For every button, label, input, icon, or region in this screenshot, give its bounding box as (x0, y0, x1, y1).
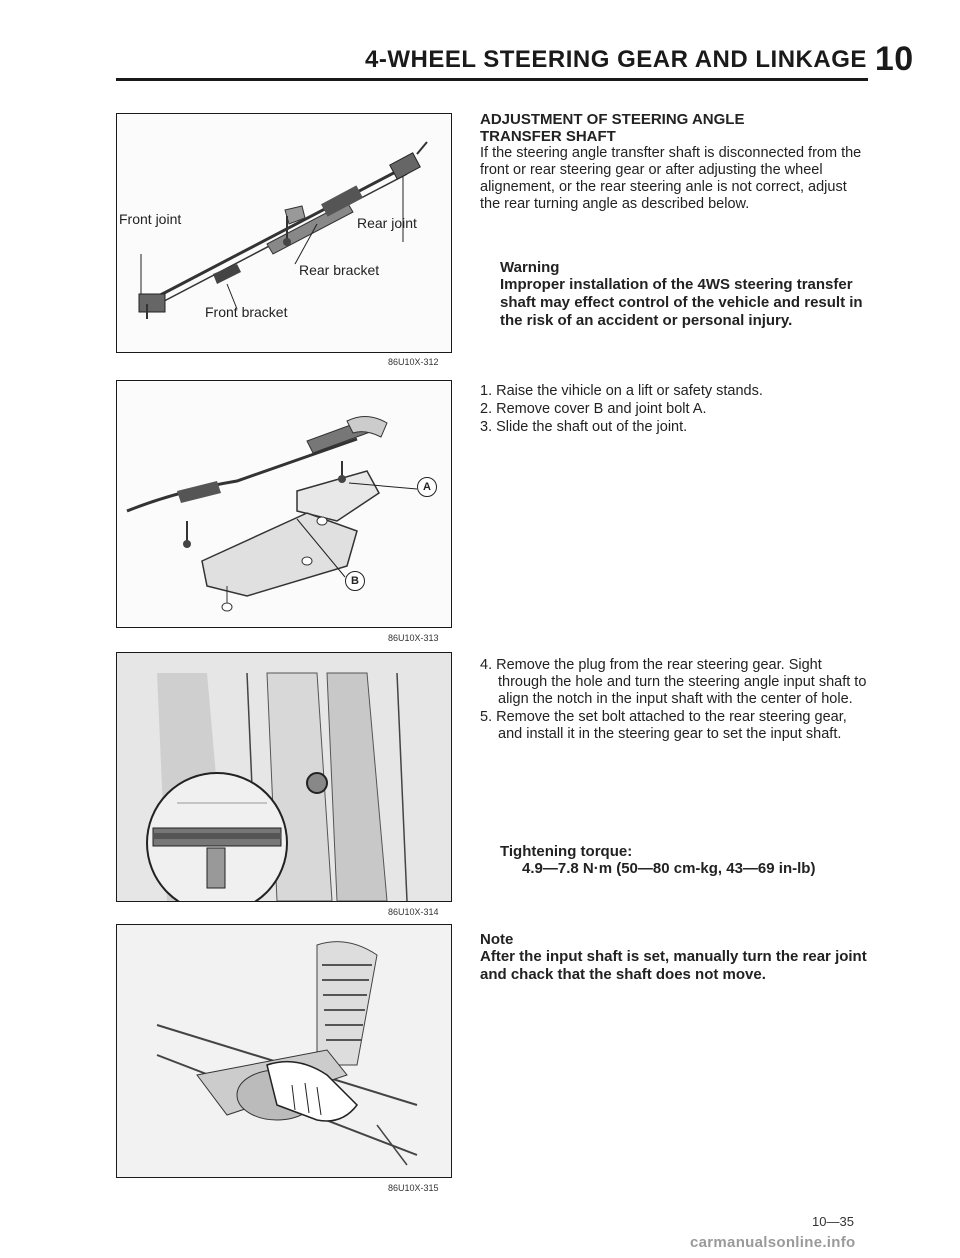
label-rear-bracket: Rear bracket (299, 262, 380, 278)
figure-code-313: 86U10X-313 (388, 633, 439, 643)
torque-value: 4.9—7.8 N·m (50—80 cm-kg, 43—69 in-lb) (522, 860, 816, 877)
torque-spec (500, 843, 870, 877)
watermark: carmanualsonline.info (690, 1234, 856, 1251)
callout-a: A (417, 477, 437, 497)
note-label: Note (480, 931, 514, 948)
note-block (480, 931, 870, 984)
figure-rear-joint-check (116, 924, 452, 1178)
warning-block (500, 259, 868, 330)
callout-b: B (345, 571, 365, 591)
section-heading-line1: ADJUSTMENT OF STEERING ANGLE (480, 111, 745, 128)
section-number: 10 (874, 40, 914, 78)
page-header (365, 40, 914, 79)
header-rule (116, 78, 868, 81)
rear-joint-check-illustration (117, 925, 451, 1177)
step-2: 2. Remove cover B and joint bolt A. (480, 401, 707, 417)
figure-rear-steering-gear (116, 652, 452, 902)
steps-removal (480, 383, 870, 437)
warning-label: Warning (500, 259, 560, 276)
label-rear-joint: Rear joint (357, 215, 417, 231)
steps-setting (480, 657, 870, 744)
torque-label: Tightening torque: (500, 843, 633, 860)
figure-code-312: 86U10X-312 (388, 357, 439, 367)
section-adjustment (480, 111, 870, 213)
rear-gear-illustration (117, 653, 451, 901)
step-5: 5. Remove the set bolt attached to the rear steering gear, and install it in the steering gear to set the input shaft. (480, 709, 847, 742)
label-front-joint: Front joint (119, 211, 182, 227)
section-heading-line2: TRANSFER SHAFT (480, 128, 616, 145)
cover-bolt-illustration (117, 381, 451, 627)
header-title: 4-WHEEL STEERING GEAR AND LINKAGE (365, 46, 867, 73)
step-3: 3. Slide the shaft out of the joint. (480, 419, 688, 435)
figure-transfer-shaft (116, 113, 452, 353)
note-text: After the input shaft is set, manually turn the rear joint and chack that the shaft does not move. (480, 948, 867, 983)
figure-code-314: 86U10X-314 (388, 907, 439, 917)
page-number: 10—35 (812, 1214, 854, 1229)
step-1: 1. Raise the vihicle on a lift or safety stands. (480, 383, 763, 399)
step-4: 4. Remove the plug from the rear steering gear. Sight through the hole and turn the steering angle input shaft to align the notch in the input shaft with the center of hole. (480, 657, 867, 707)
label-front-bracket: Front bracket (205, 304, 288, 320)
figure-cover-and-bolt (116, 380, 452, 628)
figure-code-315: 86U10X-315 (388, 1183, 439, 1193)
warning-text: Improper installation of the 4WS steering transfer shaft may effect control of the vehicle and result in the risk of an accident or personal injury. (500, 276, 863, 329)
section-intro: If the steering angle transfter shaft is disconnected from the front or rear steering gear or after adjusting the wheel alignement, or the rear steering anle is not correct, adjust the rear turning angle as described below. (480, 145, 862, 212)
